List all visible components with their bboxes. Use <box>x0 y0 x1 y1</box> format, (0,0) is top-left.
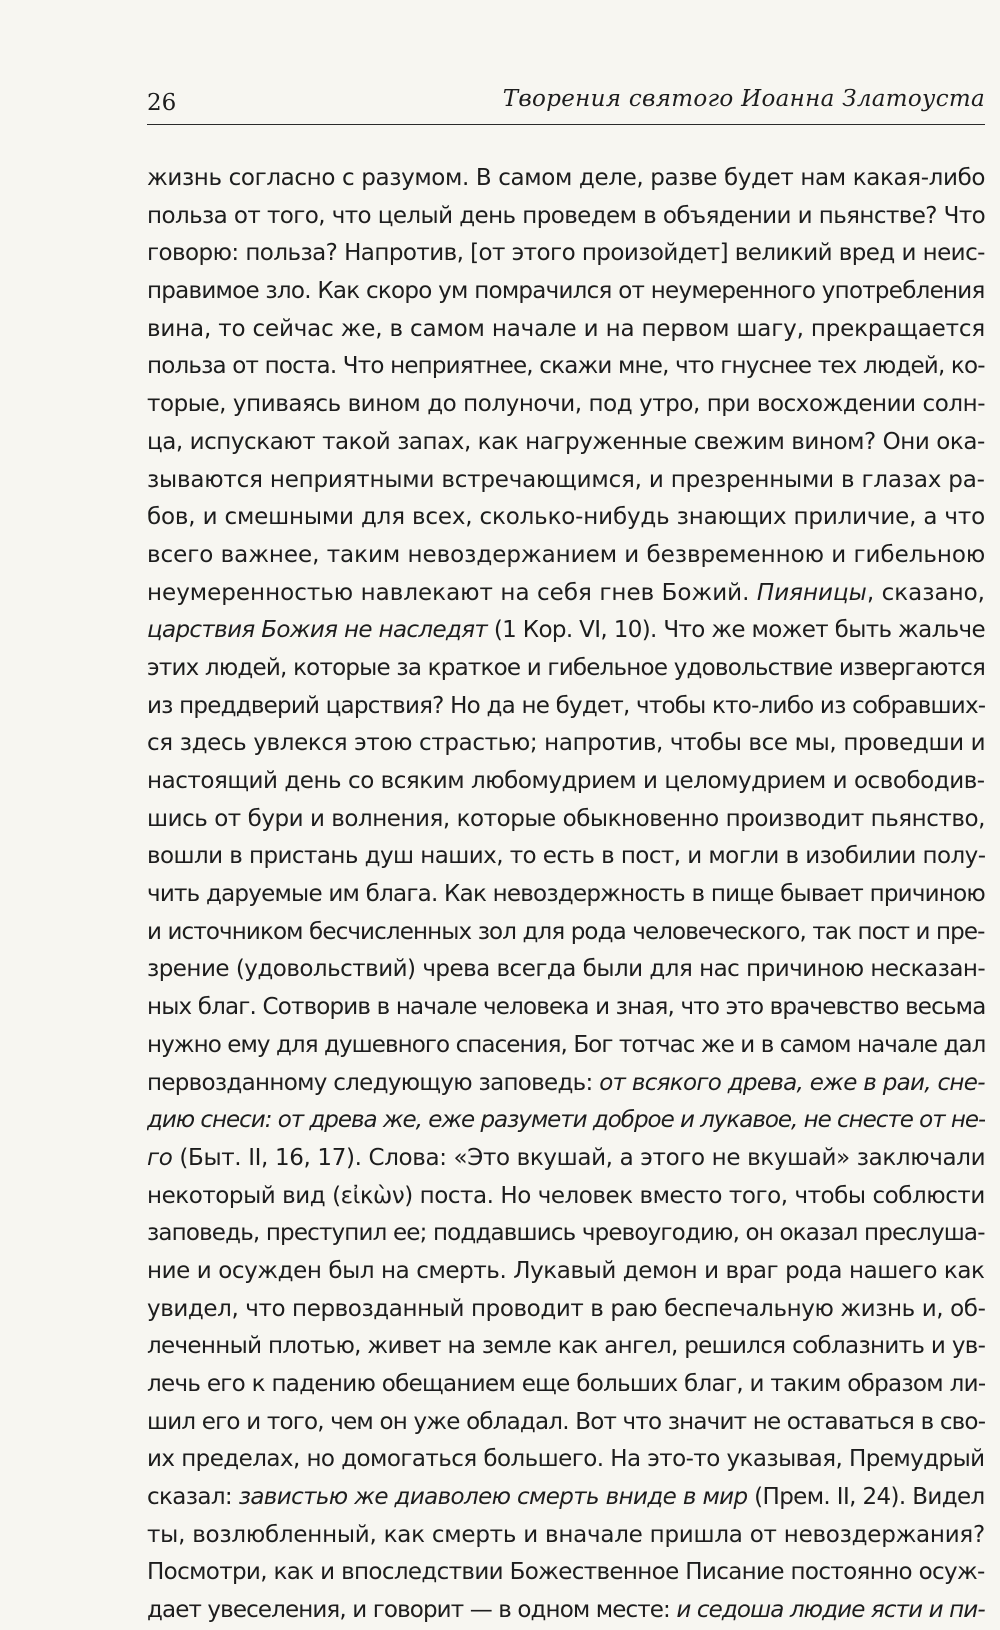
text-line <box>147 1065 985 1103</box>
text-line <box>147 612 985 650</box>
text-line <box>147 838 985 876</box>
text-line <box>147 1253 985 1291</box>
text-run: (1 Кор. VI, 10). Что же может быть жальче <box>487 617 985 644</box>
italic-quotation: завистью же диаволею смерть вниде в мир <box>238 1484 748 1511</box>
text-run: леченный плотью, живет на земле как ангел, решился соблазнить и ув- <box>147 1333 985 1360</box>
text-line <box>147 650 985 688</box>
text-run: ние и осужден был на смерть. Лукавый демон и враг рода нашего как <box>147 1257 985 1284</box>
text-line <box>147 688 985 726</box>
text-run: ты, возлюбленный, как смерть и вначале пришла от невоздержания? <box>147 1521 985 1548</box>
text-run: шись от бури и волнения, которые обыкновенно производит пьянство, <box>147 805 985 832</box>
text-line <box>147 763 985 801</box>
text-run: жизнь согласно с разумом. В самом деле, разве будет нам какая-либо <box>147 165 985 191</box>
text-line <box>147 1178 985 1216</box>
text-run: шил его и того, чем он уже обладал. Вот что значит не оставаться в сво- <box>147 1408 985 1435</box>
text-line <box>147 951 985 989</box>
text-run: бов, и смешными для всех, сколько-нибудь знающих приличие, а что <box>147 504 985 531</box>
text-run: вина, то сейчас же, в самом начале и на первом шагу, прекращается <box>147 315 985 342</box>
text-run: ных благ. Сотворив в начале человека и зная, что это врачевство весьма <box>147 994 985 1021</box>
text-run: (Быт. II, 16, 17). Слова: «Это вкушай, а этого не вкушай» заключали <box>172 1144 985 1171</box>
text-run: дает увеселения, и говорит — в одном месте: <box>147 1597 677 1624</box>
text-line <box>147 1027 985 1065</box>
text-run: всего важнее, таким невоздержанием и безвременною и гибельною <box>147 541 985 568</box>
italic-quotation: царствия Божия не наследят <box>147 617 488 644</box>
text-run: ца, испускают такой запах, как нагруженные свежим вином? Они ока- <box>147 428 985 455</box>
text-run: увидел, что первозданный проводит в раю беспечальную жизнь и, об- <box>147 1295 985 1322</box>
text-line <box>147 914 985 952</box>
text-run: вошли в пристань душ наших, то есть в пост, и могли в изобилии полу- <box>147 843 985 870</box>
text-line <box>147 235 985 273</box>
text-line <box>147 801 985 839</box>
text-run: настоящий день со всяким любомудрием и целомудрием и освободив- <box>147 768 985 794</box>
body-text <box>147 160 985 1630</box>
italic-quotation: и седоша людие ясти и пи- <box>676 1597 985 1624</box>
text-run: правимое зло. Как скоро ум помрачился от неумеренного употребления <box>147 278 985 305</box>
text-line <box>147 1404 985 1442</box>
text-run: зываются неприятными встречающимся, и презренными в глазах ра- <box>147 466 985 493</box>
header-rule <box>147 124 985 125</box>
text-line <box>147 876 985 914</box>
running-head <box>147 86 985 126</box>
text-line <box>147 198 985 236</box>
text-line <box>147 499 985 537</box>
text-line <box>147 1517 985 1555</box>
text-line <box>147 1366 985 1404</box>
text-run: говорю: польза? Напротив, [от этого произойдет] великий вред и неис- <box>147 240 985 267</box>
text-run: заповедь, преступил ее; поддавшись чревоугодию, он оказал преслуша- <box>147 1220 985 1247</box>
text-run: некоторый вид (εἰκὼν) поста. Но человек вместо того, чтобы соблюсти <box>147 1182 985 1209</box>
running-title: Творения святого Иоанна Златоуста <box>502 86 985 112</box>
italic-quotation: го <box>147 1144 173 1171</box>
text-run: нужно ему для душевного спасения, Бог тотчас же и в самом начале дал <box>147 1031 985 1058</box>
text-run: и источником бесчисленных зол для рода человеческого, так пост и пре- <box>147 918 985 945</box>
text-run: польза от того, что целый день проведем в объядении и пьянстве? Что <box>147 202 985 229</box>
text-line <box>147 1441 985 1479</box>
text-line <box>147 348 985 386</box>
text-line <box>147 386 985 424</box>
italic-quotation: от всякого древа, еже в раи, сне- <box>599 1069 985 1096</box>
text-line <box>147 1140 985 1178</box>
text-run: торые, упиваясь вином до полуночи, под утро, при восхождении солн- <box>147 391 985 418</box>
text-line <box>147 160 985 198</box>
text-run: (Прем. II, 24). Видел <box>747 1484 985 1511</box>
text-run: лечь его к падению обещанием еще больших благ, и таким образом ли- <box>147 1371 985 1397</box>
text-run: неумеренностью навлекают на себя гнев Божий. <box>147 579 757 606</box>
text-run: , сказано, <box>866 579 985 606</box>
text-line <box>147 989 985 1027</box>
text-line <box>147 273 985 311</box>
text-line <box>147 1592 985 1630</box>
text-line <box>147 311 985 349</box>
text-run: из преддверий царствия? Но да не будет, чтобы кто-либо из собравших- <box>147 692 985 719</box>
text-line <box>147 462 985 500</box>
text-line <box>147 424 985 462</box>
text-line <box>147 575 985 613</box>
text-line <box>147 537 985 575</box>
text-run: сказал: <box>147 1484 239 1511</box>
italic-quotation: дию снеси: от древа же, еже разумети доброе и лукавое, не снесте от не- <box>147 1107 985 1134</box>
text-run: их пределах, но домогаться большего. На это-то указывая, Премудрый <box>147 1446 985 1473</box>
text-run: польза от поста. Что неприятнее, скажи мне, что гнуснее тех людей, ко- <box>147 353 985 380</box>
text-line <box>147 1215 985 1253</box>
text-run: этих людей, которые за краткое и гибельное удовольствие извергаются <box>147 654 985 681</box>
text-line <box>147 1291 985 1329</box>
italic-quotation: Пияницы <box>756 579 867 606</box>
text-line <box>147 1554 985 1592</box>
text-line <box>147 725 985 763</box>
text-run: первозданному следующую заповедь: <box>147 1069 600 1096</box>
page-number: 26 <box>147 90 177 116</box>
text-run: зрение (удовольствий) чрева всегда были для нас причиною несказан- <box>147 956 985 983</box>
text-run: ся здесь увлекся этою страстью; напротив, чтобы все мы, проведши и <box>147 730 985 757</box>
text-line <box>147 1479 985 1517</box>
text-run: Посмотри, как и впоследствии Божественное Писание постоянно осуж- <box>147 1559 985 1586</box>
text-line <box>147 1102 985 1140</box>
text-run: чить даруемые им блага. Как невоздержность в пище бывает причиною <box>147 881 985 908</box>
text-line <box>147 1328 985 1366</box>
